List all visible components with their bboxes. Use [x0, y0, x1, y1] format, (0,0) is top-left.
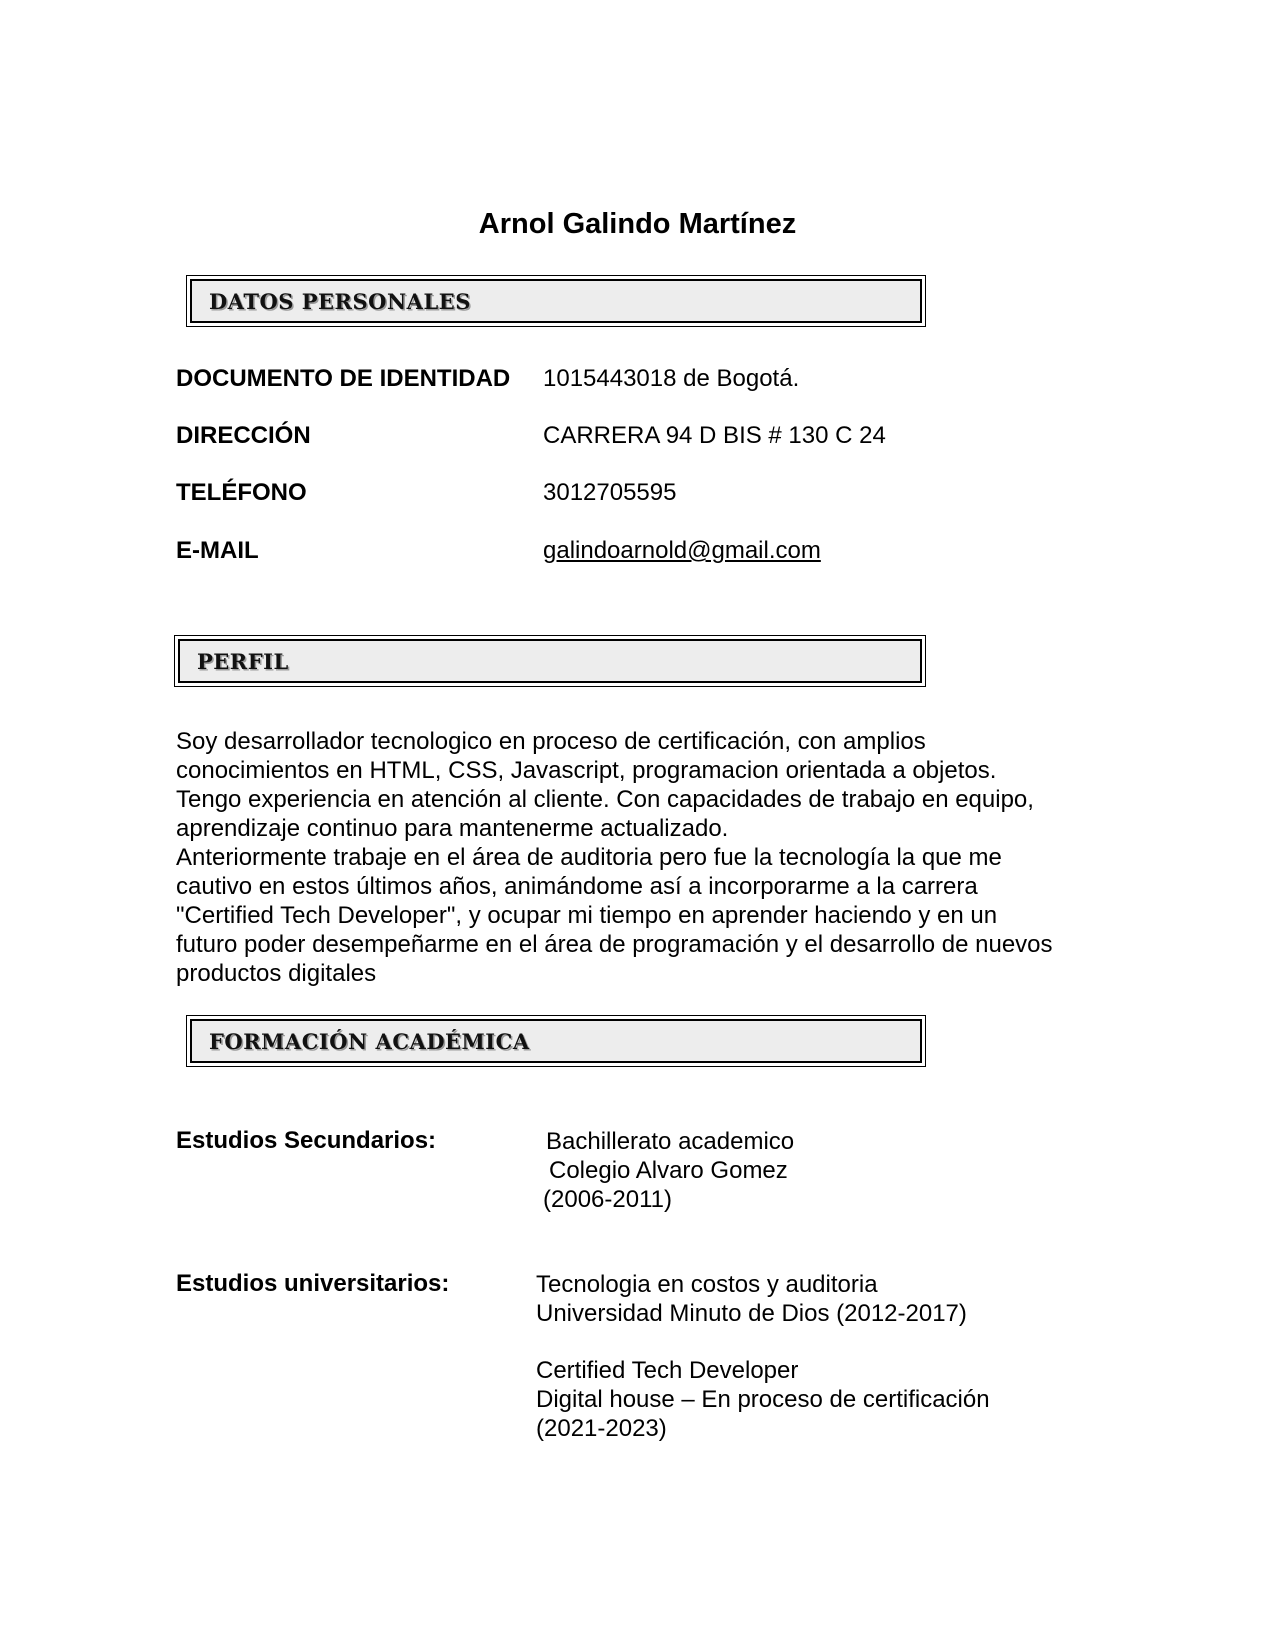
profile-line: Tengo experiencia en atención al cliente. Con capacidades de trabajo en equipo,	[176, 786, 1034, 813]
phone-label: TELÉFONO	[176, 479, 307, 506]
phone-value: 3012705595	[543, 479, 677, 506]
profile-line: Anteriormente trabaje en el área de auditoria pero fue la tecnología la que me	[176, 844, 1002, 871]
certification-title: Certified Tech Developer	[536, 1357, 799, 1384]
secondary-details	[543, 1127, 795, 1214]
profile-line: conocimientos en HTML, CSS, Javascript, programacion orientada a objetos.	[176, 757, 997, 784]
certification-details	[536, 1356, 990, 1443]
profile-line: futuro poder desempeñarme en el área de programación y el desarrollo de nuevos	[176, 931, 1053, 958]
section-header-education	[186, 1015, 926, 1067]
section-header-profile	[174, 635, 926, 687]
profile-line: Soy desarrollador tecnologico en proceso de certificación, con amplios	[176, 728, 926, 755]
address-label: DIRECCIÓN	[176, 422, 311, 449]
secondary-school: Colegio Alvaro Gomez	[549, 1157, 788, 1184]
certification-years: (2021-2023)	[536, 1415, 667, 1442]
profile-line: aprendizaje continuo para mantenerme actualizado.	[176, 815, 729, 842]
email-link[interactable]: galindoarnold@gmail.com	[543, 537, 821, 564]
secondary-years: (2006-2011)	[543, 1186, 672, 1213]
university-school: Universidad Minuto de Dios (2012-2017)	[536, 1300, 967, 1327]
profile-line: productos digitales	[176, 960, 377, 987]
secondary-label: Estudios Secundarios:	[176, 1127, 437, 1154]
id-value: 1015443018 de Bogotá.	[543, 365, 800, 392]
university-degree: Tecnologia en costos y auditoria	[536, 1271, 878, 1298]
section-header-personal	[186, 275, 926, 327]
profile-text	[176, 727, 1106, 988]
address-value: CARRERA 94 D BIS # 130 C 24	[543, 422, 886, 449]
page-title: Arnol Galindo Martínez	[478, 208, 797, 240]
university-details	[536, 1270, 967, 1328]
profile-line: "Certified Tech Developer", y ocupar mi tiempo en aprender haciendo y en un	[176, 902, 998, 929]
section-title-personal: DATOS PERSONALES	[209, 288, 471, 314]
id-label: DOCUMENTO DE IDENTIDAD	[176, 365, 511, 392]
secondary-degree: Bachillerato academico	[546, 1128, 795, 1155]
email-label: E-MAIL	[176, 537, 259, 564]
section-title-education: FORMACIÓN ACADÉMICA	[209, 1028, 530, 1054]
section-title-profile: PERFIL	[197, 648, 289, 674]
university-label: Estudios universitarios:	[176, 1270, 450, 1297]
profile-line: cautivo en estos últimos años, animándome así a incorporarme a la carrera	[176, 873, 978, 900]
certification-school: Digital house – En proceso de certificación	[536, 1386, 990, 1413]
